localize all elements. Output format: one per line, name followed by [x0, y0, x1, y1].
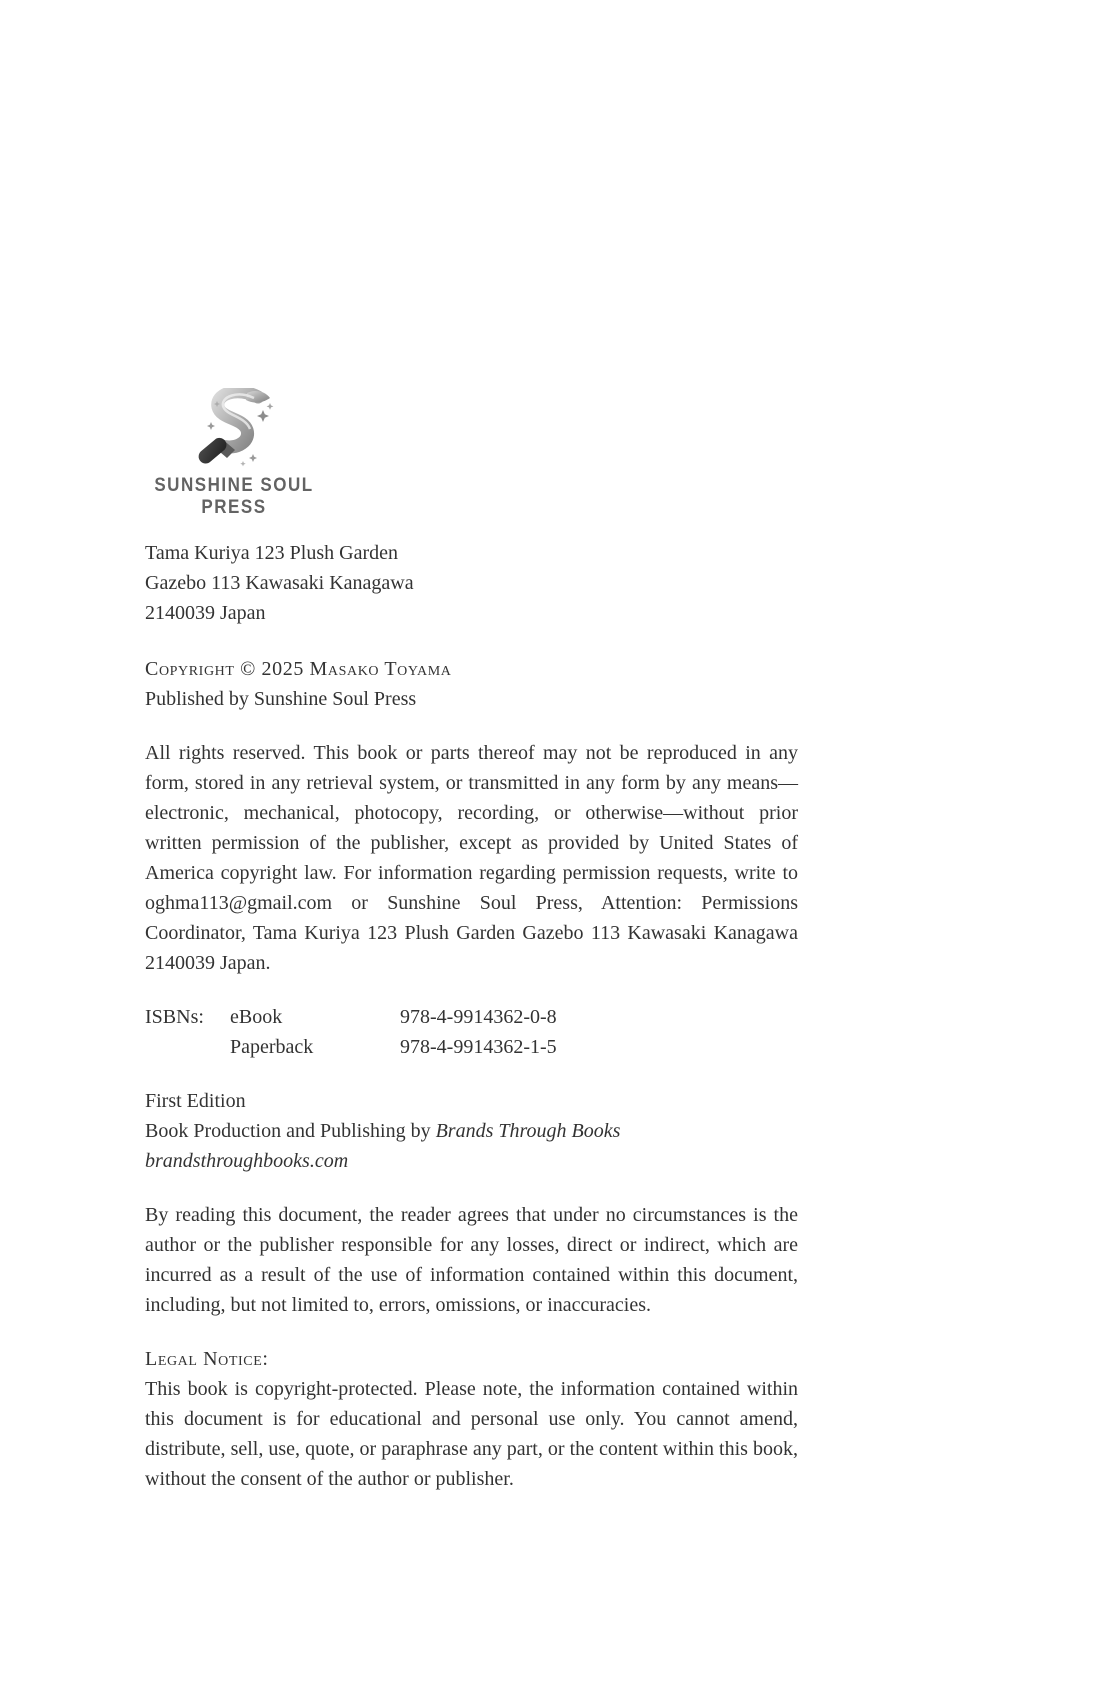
publisher-name-line2: PRESS: [201, 496, 267, 518]
legal-notice-block: [145, 1344, 798, 1494]
publisher-logo: [149, 388, 319, 518]
isbn-label-spacer: [145, 1032, 230, 1062]
paintbrush-s-icon: [191, 388, 277, 468]
isbn-number-ebook: 978-4-9914362-0-8: [400, 1006, 557, 1028]
isbn-format-ebook: eBook: [230, 1006, 283, 1028]
production-website: brandsthroughbooks.com: [145, 1150, 349, 1172]
edition-block: [145, 1086, 798, 1176]
address-line-2: Gazebo 113 Kawasaki Kanagawa: [145, 572, 414, 594]
production-credit-line: [145, 1116, 798, 1146]
isbn-table: [145, 1002, 798, 1062]
page-content-column: [145, 388, 798, 1494]
isbn-row-ebook: [145, 1002, 798, 1032]
production-credit-brand: Brands Through Books: [435, 1120, 621, 1142]
address-line-1: Tama Kuriya 123 Plush Garden: [145, 542, 398, 564]
address-line-3: 2140039 Japan: [145, 602, 266, 624]
isbn-row-paperback: [145, 1032, 798, 1062]
publisher-address: [145, 538, 798, 628]
legal-notice-body: This book is copyright-protected. Please note, the information contained within this document is for educational and personal use only. You cannot amend, distribute, sell, use, quote, or paraphrase any part, or the content within this book, without the consent of the author or publisher.: [145, 1378, 798, 1490]
publisher-logo-text: [149, 474, 319, 519]
disclaimer-paragraph: By reading this document, the reader agrees that under no circumstances is the author or the publisher responsible for any losses, direct or indirect, which are incurred as a result of the use of information contained within this document, including, but not limited to, errors, omissions, or inaccuracies.: [145, 1204, 798, 1316]
copyright-block: [145, 654, 798, 714]
isbn-label: ISBNs:: [145, 1006, 204, 1028]
published-by-line: Published by Sunshine Soul Press: [145, 688, 417, 710]
production-credit-prefix: Book Production and Publishing by: [145, 1120, 436, 1142]
publisher-name-line1: SUNSHINE SOUL: [154, 474, 314, 496]
copyright-line: Copyright © 2025 Masako Toyama: [145, 658, 452, 680]
isbn-format-paperback: Paperback: [230, 1036, 314, 1058]
rights-reserved-paragraph: All rights reserved. This book or parts thereof may not be reproduced in any form, stored in any retrieval system, or transmitted in any form by any means—electronic, mechanical, photocopy, recording, or otherwise—without prior written permission of the publisher, except as provided by United States of America copyright law. For information regarding permission requests, write to oghma113@gmail.com or Sunshine Soul Press, Attention: Permissions Coordinator, Tama Kuriya 123 Plush Garden Gazebo 113 Kawasaki Kanagawa 2140039 Japan.: [145, 742, 798, 974]
legal-notice-heading: Legal Notice:: [145, 1348, 269, 1370]
edition-line: First Edition: [145, 1090, 246, 1112]
isbn-number-paperback: 978-4-9914362-1-5: [400, 1036, 557, 1058]
